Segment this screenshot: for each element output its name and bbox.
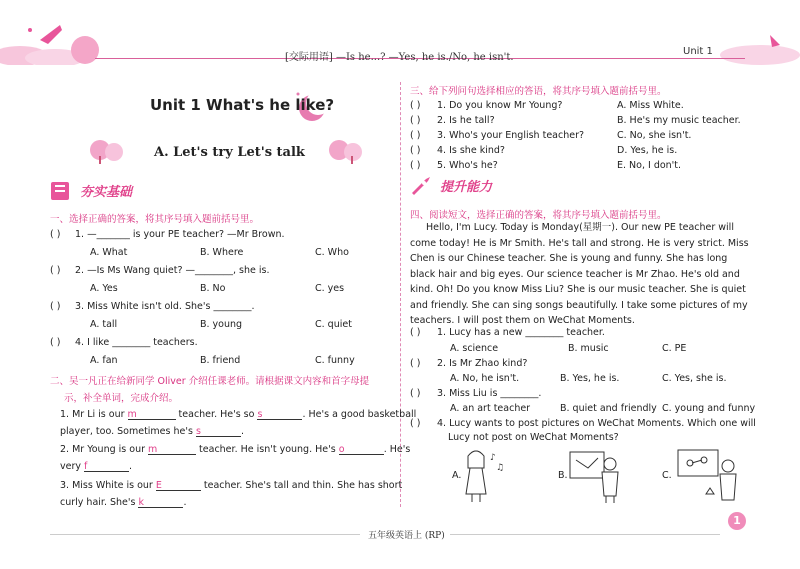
r4-option-c: C. [662, 470, 672, 481]
match-question-4: 4. Is she kind? [437, 145, 505, 156]
match-question-2: 2. Is he tall? [437, 115, 495, 126]
r3-option-a: A. an art teacher [450, 403, 531, 414]
q4-option-a: A. fan [90, 355, 118, 366]
r1-text: 1. Lucy has a new ________ teacher. [437, 327, 605, 338]
match-answer-a: A. Miss White. [617, 100, 684, 111]
fill-3-blank-e[interactable]: E [156, 480, 201, 491]
svg-text:♫: ♫ [496, 463, 505, 473]
header-clouds-right [700, 25, 800, 65]
match-answer-b: B. He's my music teacher. [617, 115, 741, 126]
rocket-icon [40, 25, 62, 44]
section-banner-improve [408, 175, 528, 197]
fill-1-blank-s[interactable]: s [257, 409, 302, 420]
q2-text: 2. —Is Ms Wang quiet? —________, she is. [75, 265, 270, 276]
q1-option-c: C. Who [315, 247, 349, 258]
footer-rule-right [450, 534, 720, 535]
header-unit: Unit 1 [683, 46, 713, 57]
match-paren-2[interactable]: ( ) [410, 115, 421, 126]
q2-option-b: B. No [200, 283, 226, 294]
r2-option-a: A. No, he isn't. [450, 373, 520, 384]
fill-2: 2. Mr Young is our m teacher. He isn't young. He's o . He's [60, 444, 411, 455]
r1-option-c: C. PE [662, 343, 687, 354]
fill-2-blank-m[interactable]: m [148, 444, 196, 455]
r1-option-b: B. music [568, 343, 609, 354]
q4-option-b: B. friend [200, 355, 241, 366]
fill-3-cont: curly hair. She's k . [60, 497, 187, 508]
match-paren-1[interactable]: ( ) [410, 100, 421, 111]
q1-option-b: B. Where [200, 247, 244, 258]
r2-text: 2. Is Mr Zhao kind? [437, 358, 528, 369]
match-question-5: 5. Who's he? [437, 160, 498, 171]
r4-paren[interactable]: ( ) [410, 418, 421, 429]
r1-paren[interactable]: ( ) [410, 327, 421, 338]
match-paren-4[interactable]: ( ) [410, 145, 421, 156]
fill-1-cont: player, too. Sometimes he's s . [60, 426, 244, 437]
fill-1: 1. Mr Li is our m teacher. He's so s . He's a good basketball [60, 409, 417, 420]
science-teacher-picture [676, 448, 746, 504]
r4-option-a: A. [452, 470, 462, 481]
fill-2-cont: very f . [60, 461, 133, 472]
q2-option-a: A. Yes [90, 283, 118, 294]
r3-paren[interactable]: ( ) [410, 388, 421, 399]
r2-option-b: B. Yes, he is. [560, 373, 620, 384]
match-paren-3[interactable]: ( ) [410, 130, 421, 141]
r4-text: 4. Lucy wants to post pictures on WeChat Moments. Which one will [437, 418, 756, 429]
q2-option-c: C. yes [315, 283, 345, 294]
footer-rule-left [50, 534, 360, 535]
r4-text-cont: Lucy not post on WeChat Moments? [448, 432, 619, 443]
fill-3b-blank-k[interactable]: k [138, 497, 183, 508]
match-paren-5[interactable]: ( ) [410, 160, 421, 171]
r3-option-c: C. young and funny [662, 403, 756, 414]
q2-paren[interactable]: ( ) [50, 265, 61, 276]
match-question-1: 1. Do you know Mr Young? [437, 100, 563, 111]
page-title: Unit 1 What's he like? [150, 96, 335, 114]
banner-text: 提升能力 [440, 180, 493, 195]
q3-option-b: B. young [200, 319, 243, 330]
rocket-icon [408, 175, 436, 197]
music-teacher-picture [462, 448, 506, 504]
r3-text: 3. Miss Liu is ________. [437, 388, 542, 399]
match-answer-d: D. Yes, he is. [617, 145, 678, 156]
match-answer-e: E. No, I don't. [617, 160, 682, 171]
match-answer-c: C. No, she isn't. [617, 130, 692, 141]
fill-1b-blank-s[interactable]: s [196, 426, 241, 437]
fill-2-blank-o[interactable]: o [339, 444, 384, 455]
instruction-2a: 二、吴一凡正在给新同学 Oliver 介绍任课老师。请根据课文内容和首字母提 [50, 376, 370, 387]
q3-option-a: A. tall [90, 319, 118, 330]
instruction-4: 四、阅读短文，选择正确的答案，将其序号填入题前括号里。 [410, 210, 667, 221]
r2-paren[interactable]: ( ) [410, 358, 421, 369]
footer-book-title: 五年级英语上 (RP) [368, 531, 445, 541]
teacher-at-board-picture [568, 448, 624, 504]
instruction-1: 一、选择正确的答案，将其序号填入题前括号里。 [50, 214, 260, 225]
q1-text: 1. —_______ is your PE teacher? —Mr Brown. [75, 229, 285, 240]
instruction-3: 三、给下列问句选择相应的答语，将其序号填入题前括号里。 [410, 86, 667, 97]
header-topic: [交际用语] —Is he...? —Yes, he is./No, he isn't. [285, 52, 514, 63]
q1-paren[interactable]: ( ) [50, 229, 61, 240]
banner-text: 夯实基础 [80, 185, 133, 200]
page-number: 1 [728, 512, 746, 530]
fill-1-blank-m[interactable]: m [128, 409, 176, 420]
svg-text:♪: ♪ [490, 453, 496, 463]
fill-3: 3. Miss White is our E teacher. She's tall and thin. She has short [60, 480, 403, 491]
section-banner-basics [48, 180, 168, 202]
fill-2b-blank-f[interactable]: f [84, 461, 129, 472]
tree-left-icon [88, 138, 128, 166]
q4-text: 4. I like ________ teachers. [75, 337, 198, 348]
reading-passage: Hello, I'm Lucy. Today is Monday(星期一). Our new PE teacher will come today! He is Mr Smith. He's tall and strong. He is very strict. Miss Chen is our Chinese teacher. She is young and funny. She has long black hair and big eyes. Our science teacher is Mr Zhao. He's old and kind. Oh! Do you know Miss Liu? She is our music teacher. She is quiet and friendly. She can sing songs beautifully. I take some pictures of my teachers. I will post them on WeChat Moments. [410, 222, 749, 326]
q3-option-c: C. quiet [315, 319, 352, 330]
r1-option-a: A. science [450, 343, 499, 354]
page-subtitle: A. Let's try Let's talk [154, 145, 305, 160]
tree-right-icon [325, 138, 365, 166]
q1-option-a: A. What [90, 247, 128, 258]
r2-option-c: C. Yes, she is. [662, 373, 727, 384]
q4-option-c: C. funny [315, 355, 355, 366]
instruction-2b: 示，补全单词，完成介绍。 [64, 393, 179, 404]
book-icon [48, 180, 76, 202]
q3-paren[interactable]: ( ) [50, 301, 61, 312]
q4-paren[interactable]: ( ) [50, 337, 61, 348]
match-question-3: 3. Who's your English teacher? [437, 130, 585, 141]
r4-option-b: B. [558, 470, 568, 481]
r3-option-b: B. quiet and friendly [560, 403, 657, 414]
q3-text: 3. Miss White isn't old. She's ________. [75, 301, 255, 312]
